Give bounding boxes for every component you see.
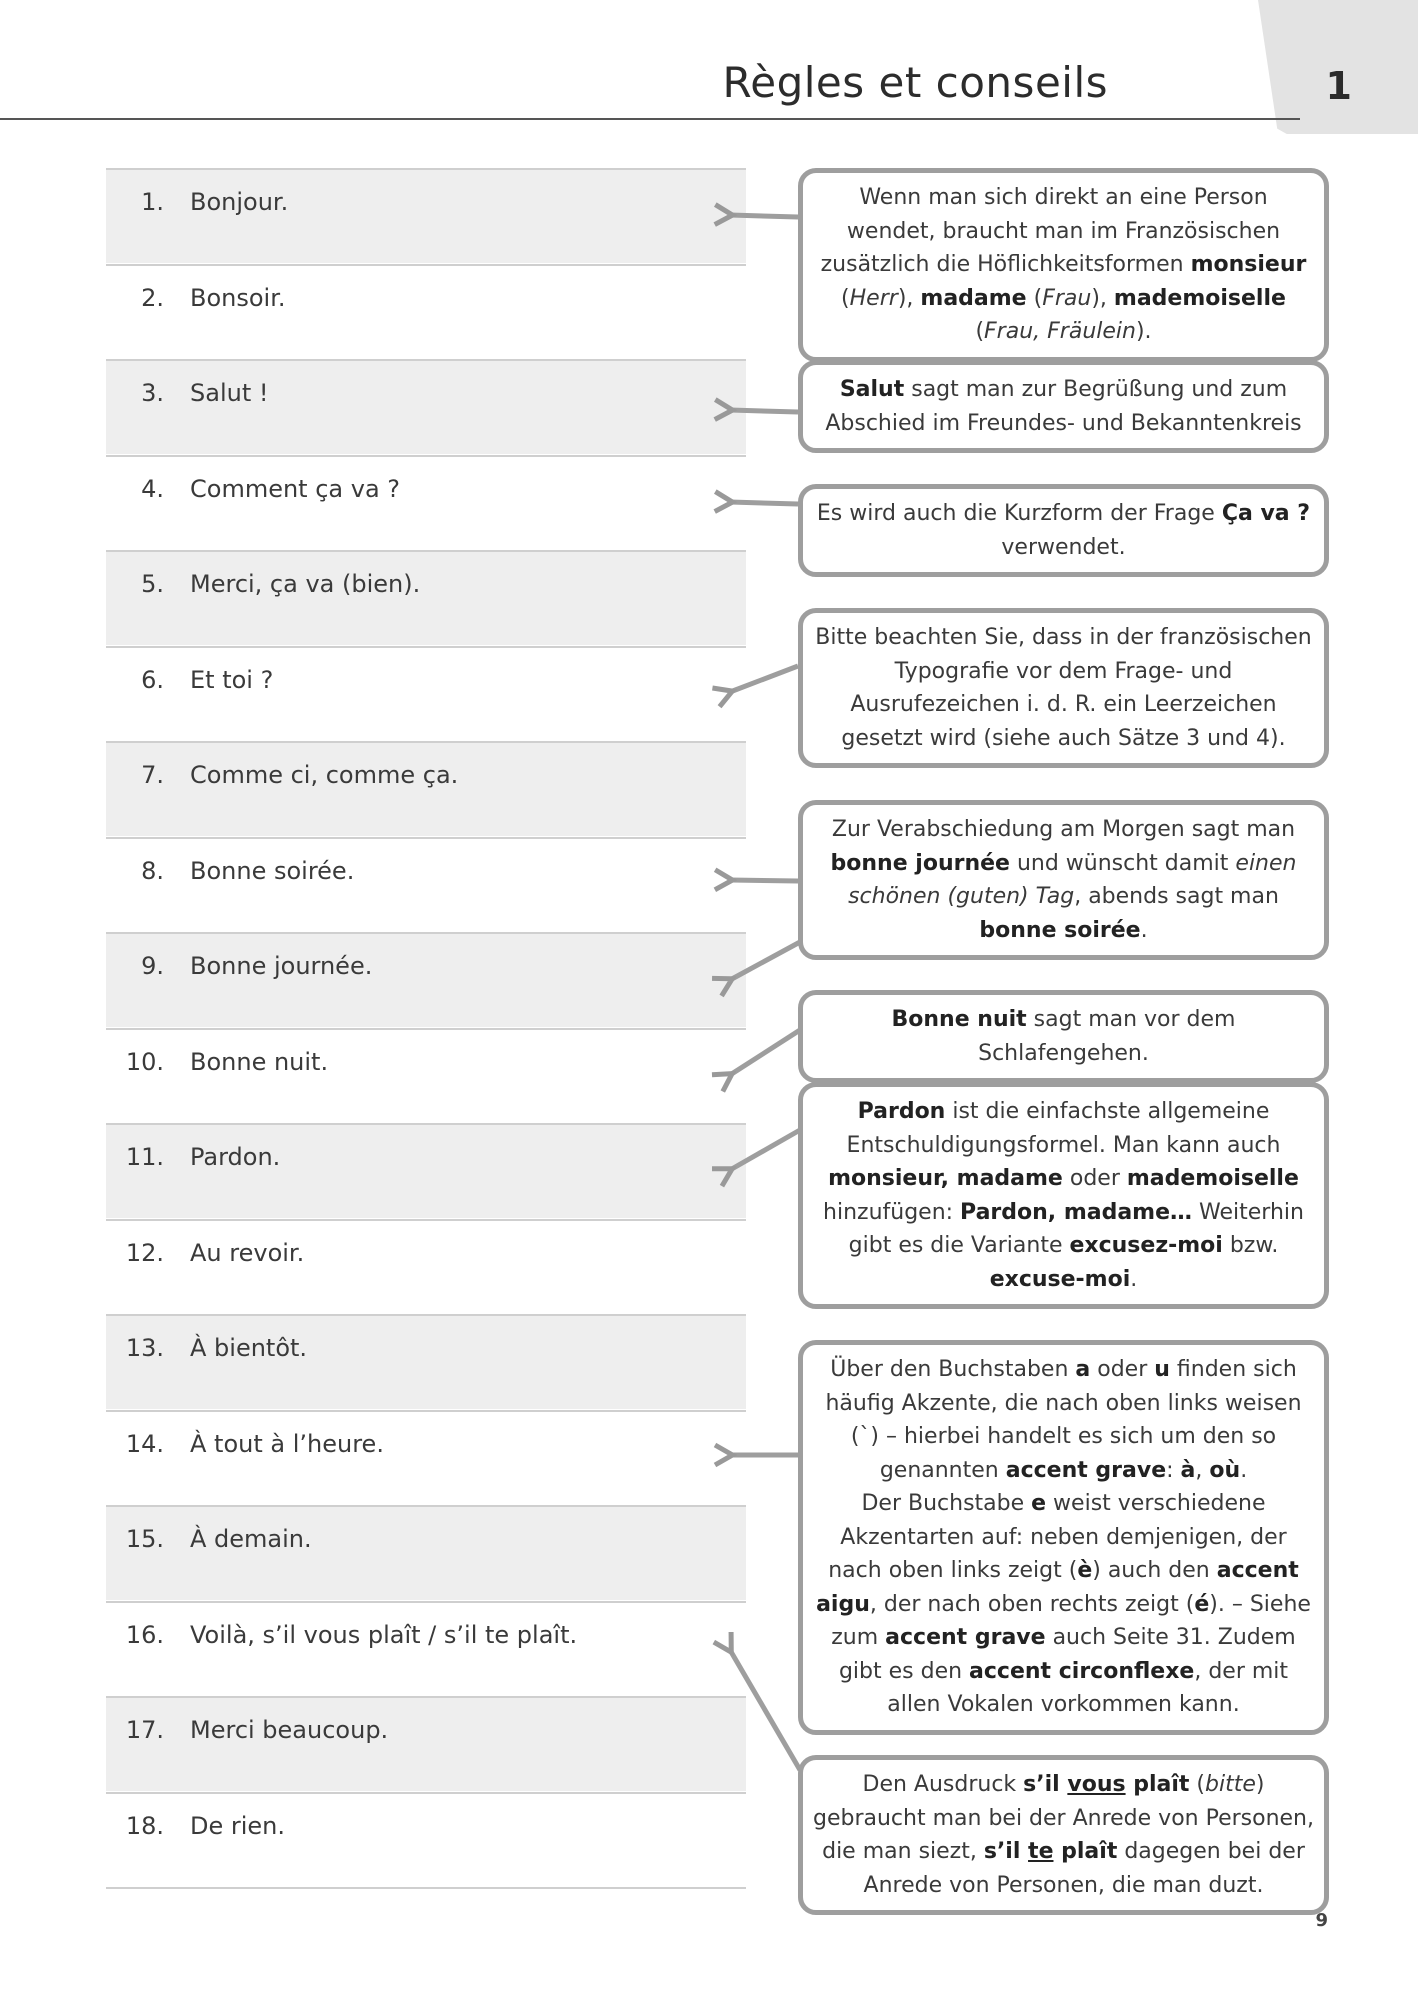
- phrase-number: 9.: [141, 952, 164, 980]
- phrase-text: À tout à l’heure.: [190, 1429, 384, 1458]
- arrow-note-5a: [730, 880, 798, 881]
- note-text: mademoiselle: [1126, 1166, 1299, 1191]
- phrase-number: 1.: [141, 188, 164, 216]
- note-text: ) gebraucht man bei der Anrede von Personen, die man siezt,: [813, 1772, 1314, 1864]
- note-text: , der mit allen Vokalen vorkommen kann.: [887, 1658, 1289, 1717]
- note-text: ) auch den: [1092, 1558, 1217, 1583]
- note-text: Über den Buchstaben: [830, 1357, 1076, 1382]
- note-text: Bitte beachten Sie, dass in der französischen Typografie vor dem Frage- und Ausrufezeichen i. d. R. ein Leerzeichen gesetzt wird (siehe auch Sätze 3 und 4).: [815, 625, 1312, 751]
- note-text: .: [1240, 1457, 1248, 1483]
- phrase-text: Voilà, s’il vous plaît / s’il te plaît.: [190, 1620, 578, 1649]
- page-number: 9: [1315, 1910, 1328, 1931]
- note-text: plaît: [1125, 1772, 1190, 1797]
- phrase-text: Comment ça va ?: [190, 474, 401, 503]
- note-text: a: [1075, 1357, 1091, 1382]
- note-box-5: [798, 800, 1329, 960]
- note-text: ,: [1195, 1457, 1210, 1483]
- note-text: ),: [897, 285, 921, 311]
- note-text: (: [1026, 285, 1043, 311]
- note-text: Es wird auch die Kurzform der Frage: [816, 501, 1222, 526]
- phrase-number: 8.: [141, 856, 164, 885]
- note-text: .: [1140, 917, 1148, 943]
- note-text: Der Buchstabe: [861, 1491, 1032, 1516]
- page-title: Règles et conseils: [722, 58, 1108, 107]
- note-text: monsieur, madame: [828, 1166, 1063, 1191]
- note-text: (: [1189, 1772, 1206, 1797]
- note-text: madame: [920, 285, 1027, 311]
- note-text: finden sich häufig Akzente, die nach oben links weisen (`) – hierbei handelt es sich um den so genannten: [825, 1357, 1302, 1483]
- note-text: Pardon, madame…: [960, 1199, 1193, 1225]
- note-text: bonne journée: [830, 850, 1010, 876]
- note-text: einen schönen (guten) Tag: [848, 850, 1297, 909]
- note-text: u: [1154, 1357, 1170, 1382]
- note-text: .: [1130, 1266, 1138, 1292]
- note-text: e: [1031, 1491, 1047, 1516]
- arrow-note-4: [730, 666, 798, 692]
- phrase-text: Au revoir.: [190, 1238, 305, 1267]
- arrow-note-7: [730, 1130, 800, 1170]
- note-text: è: [1077, 1558, 1093, 1583]
- note-text: accent aigu: [816, 1558, 1299, 1617]
- phrase-number: 6.: [141, 665, 164, 694]
- note-text: ). – Siehe zum: [831, 1591, 1311, 1650]
- phrase-text: Bonne nuit.: [190, 1047, 329, 1076]
- phrase-number: 14.: [125, 1429, 164, 1458]
- note-text: hinzufügen:: [823, 1199, 961, 1225]
- note-text: :: [1166, 1457, 1181, 1483]
- phrase-number: 16.: [125, 1620, 164, 1649]
- note-text: bzw.: [1222, 1233, 1279, 1258]
- note-box-1: [798, 168, 1329, 362]
- note-text: ),: [1091, 285, 1114, 311]
- arrow-note-6: [730, 1030, 800, 1075]
- note-text: mademoiselle: [1113, 285, 1286, 311]
- phrase-text: Bonsoir.: [190, 283, 286, 312]
- note-text: vous: [1067, 1772, 1126, 1797]
- phrase-number: 7.: [141, 761, 164, 789]
- note-text: bonne soirée: [979, 917, 1141, 943]
- arrow-note-3: [730, 502, 798, 504]
- arrow-note-1: [730, 215, 798, 217]
- note-text: Weiterhin gibt es die Variante: [848, 1199, 1304, 1258]
- note-text: auch Seite 31. Zudem gibt es den: [838, 1625, 1296, 1684]
- arrow-note-5b: [730, 942, 800, 980]
- phrase-text: À bientôt.: [190, 1334, 308, 1362]
- note-text: Wenn man sich direkt an eine Person wendet, braucht man im Französischen zusätzlich die Höflichkeitsformen: [820, 185, 1281, 277]
- note-text: oder: [1090, 1357, 1155, 1382]
- phrase-number: 2.: [141, 283, 164, 312]
- note-text: (: [975, 319, 985, 344]
- note-text: oder: [1062, 1166, 1127, 1191]
- note-text: Bonne nuit: [891, 1007, 1027, 1032]
- note-text: weist verschiedene Akzentarten auf: neben demjenigen, der nach oben links zeigt (: [828, 1491, 1287, 1583]
- note-text: und wünscht damit: [1009, 850, 1236, 876]
- note-text: s’il: [1023, 1772, 1068, 1797]
- note-box-6: [798, 990, 1329, 1083]
- note-text: excuse-moi: [989, 1266, 1131, 1292]
- phrase-number: 11.: [125, 1143, 164, 1171]
- note-text: sagt man zur Begrüßung und zum Abschied im Freundes- und Bekanntenkreis: [825, 377, 1302, 436]
- phrase-number: 13.: [125, 1334, 164, 1362]
- phrase-text: Pardon.: [190, 1143, 281, 1171]
- note-text: Frau, Fräulein: [984, 319, 1136, 344]
- note-text: à: [1180, 1457, 1196, 1483]
- note-text: bitte: [1205, 1772, 1256, 1797]
- arrow-note-9: [730, 1650, 800, 1770]
- note-text: te: [1028, 1839, 1054, 1864]
- note-box-8: [798, 1340, 1329, 1735]
- note-text: ).: [1135, 319, 1152, 344]
- phrase-number: 12.: [125, 1238, 164, 1267]
- phrase-number: 5.: [141, 570, 164, 598]
- phrase-number: 10.: [125, 1047, 164, 1076]
- note-text: Pardon: [857, 1099, 946, 1124]
- note-text: Frau: [1042, 285, 1092, 311]
- note-text: Den Ausdruck: [862, 1772, 1024, 1797]
- phrase-number: 15.: [125, 1525, 164, 1553]
- phrase-text: Bonjour.: [190, 188, 289, 216]
- arrow-note-2: [730, 410, 798, 412]
- note-text: où: [1209, 1457, 1241, 1483]
- note-text: accent grave: [885, 1625, 1046, 1650]
- note-text: verwendet.: [1001, 534, 1126, 560]
- phrase-text: Bonne soirée.: [190, 856, 355, 885]
- note-text: monsieur: [1190, 252, 1307, 277]
- note-text: é: [1194, 1591, 1210, 1617]
- phrase-text: Merci, ça va (bien).: [190, 570, 421, 598]
- phrase-text: Salut !: [190, 379, 269, 407]
- note-text: sagt man vor dem Schlafengehen.: [978, 1007, 1236, 1066]
- note-text: dagegen bei der Anrede von Personen, die man duzt.: [863, 1839, 1305, 1898]
- note-box-7: [798, 1082, 1329, 1309]
- phrase-text: Merci beaucoup.: [190, 1716, 389, 1744]
- chapter-number: 1: [1325, 64, 1352, 108]
- phrase-text: De rien.: [190, 1811, 286, 1840]
- note-text: (: [841, 285, 850, 311]
- note-box-9: [798, 1755, 1329, 1915]
- note-text: excusez-moi: [1069, 1233, 1223, 1258]
- note-box-3: [798, 484, 1329, 577]
- phrase-text: Comme ci, comme ça.: [190, 761, 459, 789]
- note-text: Herr: [849, 285, 898, 311]
- phrase-number: 3.: [141, 379, 164, 407]
- note-box-2: [798, 360, 1329, 453]
- note-text: ist die einfachste allgemeine Entschuldigungsformel. Man kann auch: [846, 1099, 1281, 1158]
- note-text: plaît: [1053, 1839, 1118, 1864]
- phrase-number: 4.: [141, 474, 164, 503]
- note-text: Salut: [839, 377, 905, 402]
- phrase-text: À demain.: [190, 1525, 312, 1553]
- phrase-number: 17.: [125, 1716, 164, 1744]
- note-text: , abends sagt man: [1074, 884, 1279, 909]
- phrase-number: 18.: [125, 1811, 164, 1840]
- note-text: Ça va ?: [1221, 501, 1311, 526]
- note-text: accent circonflexe: [969, 1658, 1195, 1684]
- note-text: s’il: [983, 1839, 1029, 1864]
- phrase-text: Bonne journée.: [190, 952, 373, 980]
- note-box-4: [798, 608, 1329, 768]
- note-text: Zur Verabschiedung am Morgen sagt man: [831, 817, 1296, 842]
- phrase-text: Et toi ?: [190, 665, 274, 694]
- note-text: accent grave: [1005, 1457, 1167, 1483]
- note-text: , der nach oben rechts zeigt (: [869, 1591, 1195, 1617]
